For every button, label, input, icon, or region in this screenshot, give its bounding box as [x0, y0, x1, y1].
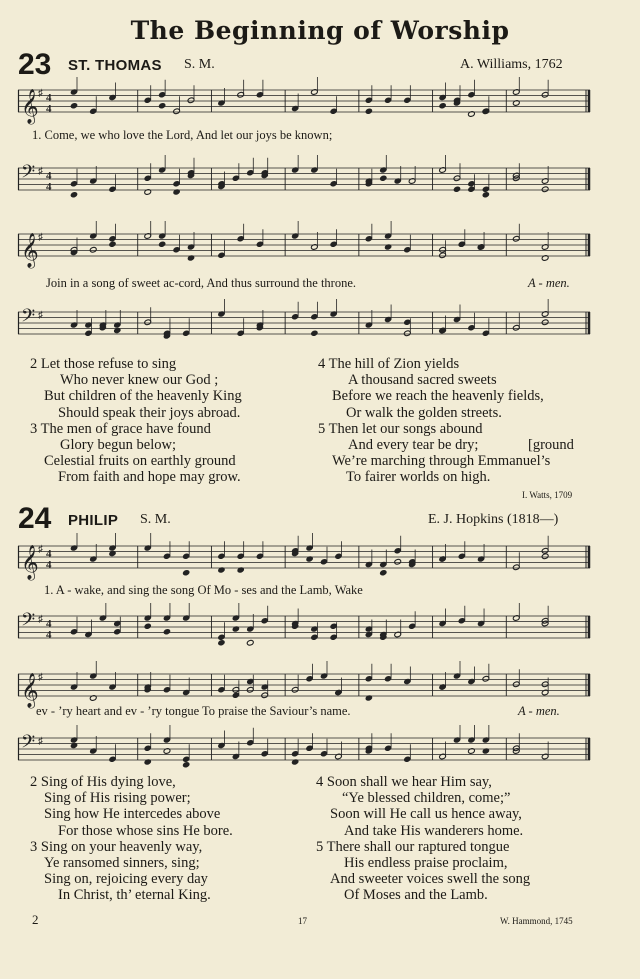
music-system — [18, 226, 590, 266]
key-signature-sharp-icon: ♯ — [38, 166, 43, 177]
staff-lines — [18, 90, 590, 112]
time-signature-bottom: 4 — [46, 103, 52, 115]
key-signature-sharp-icon: ♯ — [38, 88, 43, 99]
composer: E. J. Hopkins (1818—) — [428, 512, 559, 527]
bass-clef-icon: 𝄢 — [21, 162, 36, 187]
staff-lines — [18, 546, 590, 568]
stanza-line: 4 Soon shall we hear Him say, — [316, 774, 492, 790]
stanza-line: Or walk the golden streets. — [346, 404, 502, 421]
hymn-number: 24 — [18, 502, 52, 535]
stanza-line: Glory begun below; — [60, 437, 176, 454]
staff-lines — [18, 738, 590, 760]
time-signature-bottom: 4 — [46, 559, 52, 571]
author-credit: W. Hammond, 1745 — [500, 916, 573, 926]
stanza-line: Ye ransomed sinners, sing; — [44, 855, 200, 872]
stanza-line: From faith and hope may grow. — [58, 469, 241, 486]
note-head — [158, 102, 166, 109]
stanza-line: Soon will He call us hence away, — [330, 806, 522, 823]
note-head — [541, 319, 549, 326]
page-number-center: 17 — [298, 916, 307, 926]
stanza-line: And take His wanderers home. — [344, 822, 524, 839]
note-head — [182, 761, 190, 768]
meter: S. M. — [184, 57, 215, 72]
hymn-number: 23 — [18, 48, 52, 81]
note-head — [218, 639, 226, 646]
note-head — [365, 108, 373, 115]
time-signature-bottom: 4 — [46, 181, 52, 193]
stanza-line: His endless praise proclaim, — [344, 855, 508, 872]
note-head — [182, 569, 190, 576]
treble-clef-icon: 𝄞 — [21, 545, 39, 580]
lyric-line: ev - ’ry heart and ev - ’ry tongue To praise the Saviour’s name. — [36, 704, 351, 718]
key-signature-sharp-icon: ♯ — [38, 672, 43, 683]
stanza-line: 2 Let those refuse to sing — [30, 356, 177, 372]
note-head — [89, 246, 97, 253]
note-head — [379, 569, 387, 576]
note-head — [144, 623, 152, 630]
author-credit: I. Watts, 1709 — [522, 490, 573, 500]
music-system — [18, 538, 590, 578]
page-title: The Beginning of Worship — [130, 16, 510, 45]
page-number: 2 — [32, 912, 39, 927]
stanza-line: 3 Sing on your heavenly way, — [30, 838, 203, 855]
music-system — [18, 82, 590, 122]
stanza-line-overflow: [ground — [528, 437, 574, 454]
time-signature-top: 4 — [46, 170, 52, 182]
stanza-block-right — [316, 774, 530, 904]
stanza-line: Of Moses and the Lamb. — [344, 887, 488, 904]
tune-name: ST. THOMAS — [68, 57, 162, 74]
key-signature-sharp-icon: ♯ — [38, 736, 43, 747]
treble-clef-icon: 𝄞 — [21, 89, 39, 124]
stanza-line: Sing how He intercedes above — [44, 806, 221, 823]
time-signature-top: 4 — [46, 92, 52, 104]
note-head — [70, 102, 78, 109]
stanza-block-left — [30, 356, 242, 486]
stanza-line: We’re marching through Emmanuel’s — [332, 453, 551, 470]
bass-clef-icon: 𝄢 — [21, 306, 36, 331]
note-head — [453, 186, 461, 193]
note-head — [541, 186, 549, 193]
composer: A. Williams, 1762 — [460, 57, 563, 72]
bass-clef-icon: 𝄢 — [21, 732, 36, 757]
staff-lines — [18, 168, 590, 190]
stanza-line: 3 The men of grace have found — [30, 420, 211, 437]
note-head — [158, 241, 166, 248]
key-signature-sharp-icon: ♯ — [38, 544, 43, 555]
key-signature-sharp-icon: ♯ — [38, 310, 43, 321]
amen-label: A - men. — [528, 276, 570, 290]
note-head — [439, 102, 447, 109]
stanza-line: 5 There shall our raptured tongue — [316, 838, 510, 855]
staff-lines — [18, 674, 590, 696]
stanza-block-left — [30, 774, 233, 904]
note-head — [70, 191, 78, 198]
stanza-line: 4 The hill of Zion yields — [318, 356, 460, 372]
music-system — [18, 304, 590, 344]
stanza-line: Should speak their joys abroad. — [58, 404, 241, 421]
key-signature-sharp-icon: ♯ — [38, 232, 43, 243]
stanza-line: And sweeter voices swell the song — [330, 871, 531, 888]
key-signature-sharp-icon: ♯ — [38, 614, 43, 625]
bass-clef-icon: 𝄢 — [21, 610, 36, 635]
note-head — [246, 639, 254, 646]
stanza-line: A thousand sacred sweets — [348, 372, 497, 389]
note-head — [163, 628, 171, 635]
note-head — [379, 175, 387, 182]
amen-label: A - men. — [518, 704, 560, 718]
stanza-line: Who never knew our God ; — [60, 372, 219, 389]
stanza-block-right — [318, 356, 574, 486]
music-system — [18, 608, 590, 648]
note-head — [394, 558, 402, 565]
music-system — [18, 730, 590, 770]
staff-lines — [18, 234, 590, 256]
stanza-line: Celestial fruits on earthly ground — [44, 453, 236, 470]
stanza-line: 2 Sing of His dying love, — [30, 774, 176, 790]
stanza-line: To fairer worlds on high. — [346, 469, 491, 486]
time-signature-top: 4 — [46, 618, 52, 630]
stanza-line: In Christ, th’ eternal King. — [58, 887, 211, 904]
time-signature-top: 4 — [46, 548, 52, 560]
note-head — [541, 553, 549, 560]
note-head — [109, 241, 117, 248]
time-signature-bottom: 4 — [46, 629, 52, 641]
music-system — [18, 160, 590, 200]
stanza-line: Before we reach the heavenly fields, — [332, 388, 544, 405]
stanza-line: But children of the heavenly King — [44, 388, 242, 405]
stanza-line: 5 Then let our songs abound — [318, 420, 483, 437]
tune-name: PHILIP — [68, 512, 119, 529]
treble-clef-icon: 𝄞 — [21, 673, 39, 708]
note-head — [311, 330, 319, 337]
music-system — [18, 666, 590, 706]
lyric-line: 1. Come, we who love the Lord, And let our joys be known; — [32, 128, 333, 142]
treble-clef-icon: 𝄞 — [21, 233, 39, 268]
stanza-line: For those whose sins He bore. — [58, 822, 233, 839]
meter: S. M. — [140, 512, 171, 527]
stanza-line: “Ye blessed children, come;” — [342, 790, 511, 807]
stanza-line: Sing of His rising power; — [44, 790, 191, 807]
note-head — [482, 191, 490, 198]
lyric-line: 1. A - wake, and sing the song Of Mo - ses and the Lamb, Wake — [44, 583, 363, 597]
stanza-line: And every tear be dry; — [348, 437, 479, 454]
stanza-line: Sing on, rejoicing every day — [44, 871, 208, 888]
lyric-line: Join in a song of sweet ac-cord, And thus surround the throne. — [46, 276, 357, 290]
